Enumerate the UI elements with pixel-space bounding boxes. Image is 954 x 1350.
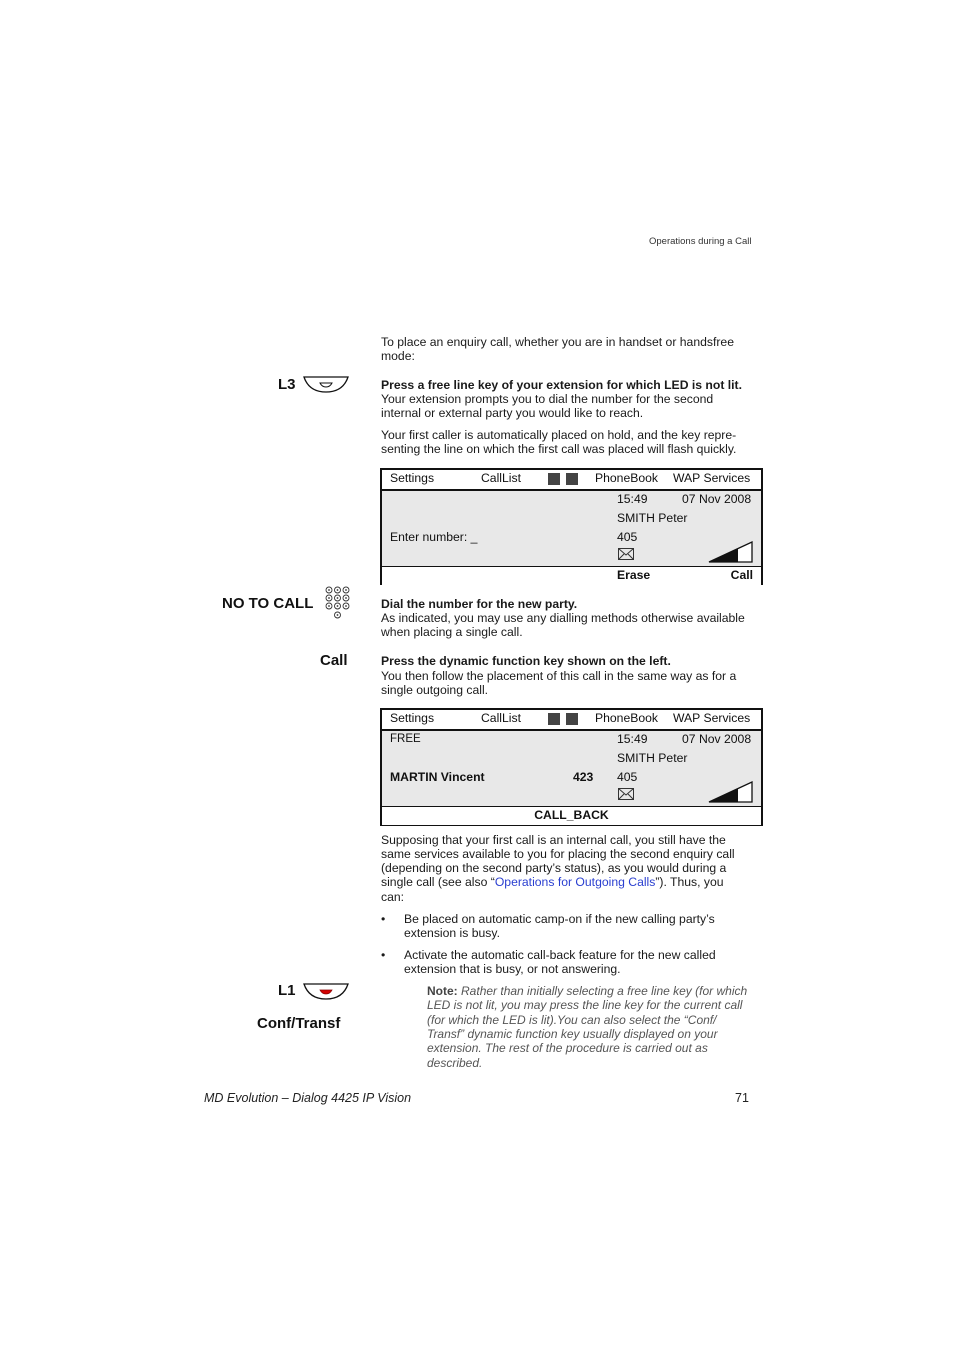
bullet-marker: • <box>381 912 386 926</box>
dial-label: NO TO CALL <box>222 595 314 612</box>
phone-display-enter-number <box>380 468 763 585</box>
running-head: Operations during a Call <box>649 236 752 247</box>
menu-wap-services[interactable]: WAP Services <box>673 711 751 725</box>
display-menu-bar <box>382 710 761 731</box>
display-called-name: MARTIN Vincent <box>390 770 485 784</box>
note-line-4: Transf” dynamic function key usually displayed on your <box>427 1027 718 1041</box>
display-time: 15:49 <box>617 732 648 746</box>
bullet-2-line-2: extension that is busy, or not answering. <box>404 962 621 976</box>
note-text-1: Rather than initially selecting a free line key (for which <box>461 984 748 998</box>
display-date: 07 Nov 2008 <box>682 732 752 746</box>
display-caller-name: SMITH Peter <box>617 751 688 765</box>
note-line-3: (for which the LED is lit).You can also select the “Conf/ <box>427 1013 717 1027</box>
step-call-text-2: single outgoing call. <box>381 683 489 697</box>
display-called-extension: 423 <box>573 770 594 784</box>
display-body <box>382 731 761 806</box>
display-time: 15:49 <box>617 492 648 506</box>
step-call-text-1: You then follow the placement of this call in the same way as for a <box>381 669 737 683</box>
display-softkey-bar <box>382 806 761 825</box>
line-key-label-l1: L1 <box>278 982 296 999</box>
supposing-line-1: Supposing that your first call is an internal call, you still have the <box>381 833 726 847</box>
note-line-1 <box>427 984 747 998</box>
menu-settings[interactable]: Settings <box>390 711 435 725</box>
menu-settings[interactable]: Settings <box>390 471 435 485</box>
note-line-6: described. <box>427 1056 483 1070</box>
supposing-line-4-post: ”). Thus, you <box>655 875 724 889</box>
display-menu-bar <box>382 470 761 491</box>
step-l3-text-1: Your extension prompts you to dial the number for the second internal or external party you would like to reach. <box>381 392 714 421</box>
footer-title: MD Evolution – Dialog 4425 IP Vision <box>204 1091 412 1105</box>
line-key-l1-lit-icon[interactable] <box>303 982 349 1000</box>
bullet-2-line-1: Activate the automatic call-back feature for the new called <box>404 948 716 962</box>
bullet-1-line-1: Be placed on automatic camp-on if the new calling party’s <box>404 912 715 926</box>
step-l3-text-2: Your first caller is automatically placed on hold, and the key repre-senting the line on which the first call was placed will flash quickly. <box>381 428 737 457</box>
supposing-line-5: can: <box>381 890 405 904</box>
outgoing-calls-link[interactable]: Operations for Outgoing Calls <box>494 875 656 889</box>
signal-strength-icon <box>708 781 754 803</box>
softkey-call-back[interactable]: CALL_BACK <box>534 808 609 822</box>
display-caller-name: SMITH Peter <box>617 511 688 525</box>
step-l3-instruction: Press a free line key of your extension for which LED is not lit. <box>381 378 742 392</box>
menu-block-icon <box>566 473 578 485</box>
conf-transf-key-label: Conf/Transf <box>257 1015 341 1032</box>
display-date: 07 Nov 2008 <box>682 492 752 506</box>
envelope-icon <box>618 548 634 560</box>
display-status-free: FREE <box>390 733 421 745</box>
keypad-icon[interactable] <box>325 586 351 620</box>
signal-strength-icon <box>708 541 754 563</box>
call-key-label: Call <box>320 652 348 669</box>
note-line-5: extension. The rest of the procedure is carried out as <box>427 1041 708 1055</box>
menu-calllist[interactable]: CallList <box>481 711 521 725</box>
bullet-1-line-2: extension is busy. <box>404 926 500 940</box>
step-dial-text-1: As indicated, you may use any dialling methods otherwise available <box>381 611 745 625</box>
menu-block-icon <box>548 713 560 725</box>
softkey-erase[interactable]: Erase <box>617 568 651 582</box>
phone-display-calling <box>380 708 763 826</box>
menu-block-icon <box>566 713 578 725</box>
display-enter-number-prompt: Enter number: _ <box>390 530 478 544</box>
display-softkey-bar <box>382 566 761 585</box>
menu-phonebook[interactable]: PhoneBook <box>595 711 659 725</box>
display-body <box>382 491 761 566</box>
line-key-l3-icon[interactable] <box>303 375 349 393</box>
intro-paragraph: To place an enquiry call, whether you are in handset or handsfree mode: <box>381 335 734 364</box>
softkey-call[interactable]: Call <box>730 568 753 582</box>
menu-wap-services[interactable]: WAP Services <box>673 471 751 485</box>
step-dial-instruction: Dial the number for the new party. <box>381 597 578 611</box>
note-label: Note: <box>427 984 458 998</box>
supposing-line-4-pre: single call (see also “ <box>381 875 495 889</box>
bullet-marker: • <box>381 948 386 962</box>
envelope-icon <box>618 788 634 800</box>
menu-calllist[interactable]: CallList <box>481 471 521 485</box>
menu-block-icon <box>548 473 560 485</box>
page-number: 71 <box>735 1091 749 1105</box>
step-dial-text-2: when placing a single call. <box>381 625 523 639</box>
supposing-line-4 <box>381 875 724 889</box>
supposing-line-3: (depending on the second party’s status), as you would during a <box>381 861 727 875</box>
display-extension: 405 <box>617 530 638 544</box>
note-line-2: LED is not lit, you may press the line key for the current call <box>427 998 743 1012</box>
menu-phonebook[interactable]: PhoneBook <box>595 471 659 485</box>
step-call-instruction: Press the dynamic function key shown on the left. <box>381 654 671 668</box>
display-extension: 405 <box>617 770 638 784</box>
line-key-label-l3: L3 <box>278 376 296 393</box>
supposing-line-2: same services available to you for placing the second enquiry call <box>381 847 735 861</box>
